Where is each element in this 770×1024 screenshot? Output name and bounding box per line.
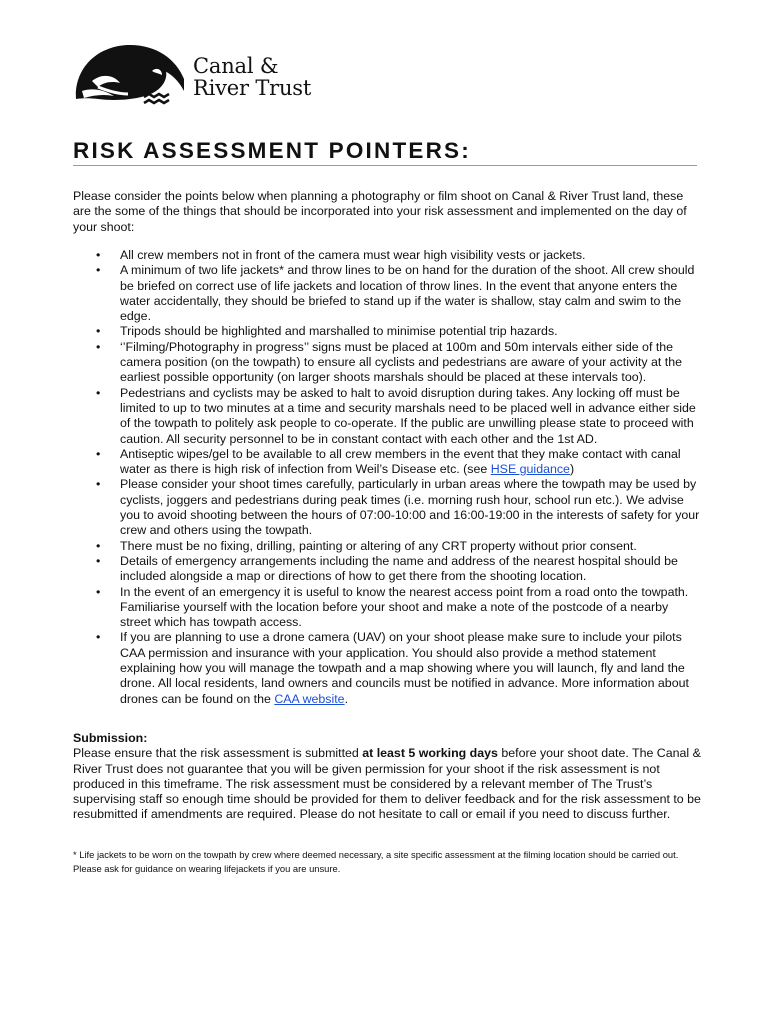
title-divider [73,165,697,166]
bullet-dot-icon: • [96,630,101,645]
list-item [73,263,701,324]
submission-paragraph [73,746,701,822]
submission-section [73,731,701,823]
list-item [73,539,701,554]
list-item [73,554,701,585]
list-item [73,447,701,478]
canal-river-trust-logo [72,41,352,111]
logo-wordmark [193,55,311,99]
list-item-text: There must be no fixing, drilling, painting or altering of any CRT property without prior consent. [120,538,637,553]
submission-heading: Submission: [73,731,148,745]
page-title: RISK ASSESSMENT POINTERS: [73,138,471,163]
bullet-dot-icon: • [96,446,101,461]
hyperlink[interactable]: HSE guidance [490,462,570,477]
life-jacket-footnote: * Life jackets to be worn on the towpath by crew where deemed necessary, a site specific assessment at the filming location should be carried out. Please ask for guidance on wearing lifejackets if you are unsure. [73,849,679,874]
bullet-dot-icon: • [96,477,101,492]
list-item-text: Details of emergency arrangements including the name and address of the nearest hospital should be included alongside a map or directions of how to get there from the shooting location. [120,553,678,584]
list-item-text-end: . [344,691,349,706]
list-item-text: A minimum of two life jackets* and throw lines to be on hand for the duration of the shoot. All crew should be briefed on correct use of life jackets and location of throw lines. In the event that anyone enters the water accidentally, they should be briefed to stand up if the water is shallow, stay calm and swim to the edge. [120,263,695,324]
bullet-dot-icon: • [96,339,101,354]
list-item [73,324,701,339]
bullet-dot-icon: • [96,553,101,568]
submission-text-after: before your shoot date. The Canal & River Trust does not guarantee that you will be given permission for your shoot if the risk assessment is not produced in this timeframe. The risk assessment must be considered by a relevant member of The Trust’s supervising staff so enough time should be provided for them to deliver feedback and for the risk assessment to be resubmitted if amendments are required. Please do not hesitate to call or email if you need to discuss further. [73,746,701,822]
list-item-text: All crew members not in front of the camera must wear high visibility vests or jackets. [120,248,586,262]
list-item-text: Tripods should be highlighted and marshalled to minimise potential trip hazards. [120,324,558,339]
hyperlink[interactable]: CAA website [274,691,345,706]
list-item [73,248,701,263]
list-item [73,340,701,386]
list-item [73,585,701,631]
swan-logo-icon [72,41,187,107]
bullet-dot-icon: • [96,538,101,553]
list-item [73,630,701,706]
list-item [73,477,701,538]
list-item-text: In the event of an emergency it is useful to know the nearest access point from a road onto the towpath. Familiarise yourself with the location before your shoot and make a note of the postcode of a nearby street which has towpath access. [120,584,689,630]
risk-pointer-list [73,248,701,707]
intro-paragraph: Please consider the points below when planning a photography or film shoot on Canal & River Trust land, these are the some of the things that should be incorporated into your risk assessment and implemented on the day of your shoot: [73,189,687,234]
bullet-dot-icon: • [96,324,101,339]
bullet-dot-icon: • [96,263,101,278]
logo-line-1: Canal & [193,54,279,78]
bullet-dot-icon: • [96,385,101,400]
submission-deadline: at least 5 working days [362,746,498,761]
list-item [73,386,701,447]
list-item-text: Pedestrians and cyclists may be asked to halt to avoid disruption during takes. Any locking off must be limited to up to two minutes at a time and security marshals need to be placed well in advance either side of the towpath to politely ask people to co-operate. If the public are unwilling please state to proceed with caution. All security personnel to be in constant contact with each other and the 1st AD. [120,385,696,446]
list-item-text: Antiseptic wipes/gel to be available to all crew members in the event that they make contact with canal water as there is high risk of infection from Weil’s Disease etc. (see [120,446,681,477]
submission-text-before: Please ensure that the risk assessment is submitted [73,746,363,761]
list-item-text: If you are planning to use a drone camera (UAV) on your shoot please make sure to include your pilots CAA permission and insurance with your application. You should also provide a method statement explaining how you will manage the towpath and a map showing where you will launch, fly and land the drone. All local residents, land owners and councils must be notified in advance. More information about drones can be found on the [120,630,689,706]
bullet-dot-icon: • [96,248,101,262]
list-item-text: ‘’Filming/Photography in progress’’ signs must be placed at 100m and 50m intervals either side of the camera position (on the towpath) to ensure all cyclists and pedestrians are aware of your activity at the earliest possible opportunity (on larger shoots marshals should be placed at these intervals too). [120,339,682,385]
list-item-text: Please consider your shoot times carefully, particularly in urban areas where the towpath may be used by cyclists, joggers and pedestrians during peak times (i.e. morning rush hour, school run etc.). We advise you to avoid shooting between the hours of 07:00-10:00 and 16:00-19:00 in the interests of safety for your crew and others using the towpath. [120,477,700,538]
logo-line-2: River Trust [193,76,312,100]
list-item-text-end: ) [569,462,575,477]
bullet-dot-icon: • [96,584,101,599]
